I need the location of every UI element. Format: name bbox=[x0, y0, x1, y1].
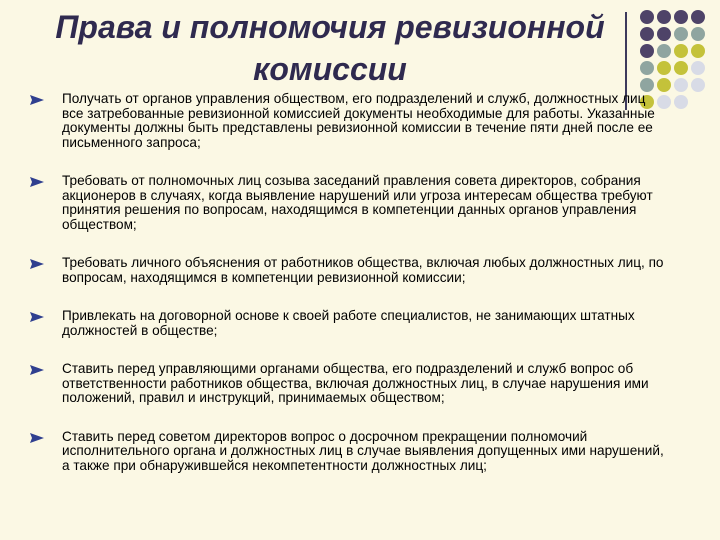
decorative-dot bbox=[674, 61, 688, 75]
list-item bbox=[30, 174, 670, 232]
list-item-text: Требовать от полномочных лиц созыва заседаний правления совета директоров, собрания акционеров в случаях, когда выявление нарушений или угроза интересам общества требуют принятия решения по вопросам, находящимся в компетенции данных органов управления обществом; bbox=[62, 173, 653, 232]
list-item-text: Получать от органов управления обществом, его подразделений и служб, должностных лиц все затребованные ревизионной комиссией документы необходимые для работы. Указанные документы должны быть представлены ревизионной комиссии в течение пяти дней после ее письменного запроса; bbox=[62, 91, 655, 150]
decorative-dot bbox=[657, 78, 671, 92]
decorative-dot bbox=[691, 44, 705, 58]
decorative-dot bbox=[640, 27, 654, 41]
decorative-dot bbox=[657, 44, 671, 58]
bullet-arrow-icon bbox=[30, 94, 46, 106]
list-item-text: Требовать личного объяснения от работников общества, включая любых должностных лиц, по вопросам, находящимся в компетенции ревизионной комиссии; bbox=[62, 255, 664, 285]
decorative-dot bbox=[691, 10, 705, 24]
slide-title bbox=[30, 6, 630, 90]
title-line-1: Права и полномочия ревизионной bbox=[55, 9, 605, 45]
bullet-arrow-icon bbox=[30, 364, 46, 376]
decorative-dot bbox=[674, 44, 688, 58]
decorative-dot bbox=[657, 27, 671, 41]
list-item bbox=[30, 362, 670, 406]
decorative-dot bbox=[691, 61, 705, 75]
decorative-dot bbox=[674, 10, 688, 24]
bullet-arrow-icon bbox=[30, 311, 46, 323]
decorative-dot bbox=[691, 78, 705, 92]
decorative-dot bbox=[674, 95, 688, 109]
decorative-dot bbox=[657, 61, 671, 75]
decorative-dot bbox=[640, 44, 654, 58]
title-line-2: комиссии bbox=[253, 51, 407, 87]
list-item-text: Ставить перед советом директоров вопрос о досрочном прекращении полномочий исполнительного органа и должностных лиц в случае выявления допущенных ими нарушений, а также при обнаружившейся некомпетентности должностных лиц; bbox=[62, 428, 664, 473]
decorative-dot bbox=[640, 10, 654, 24]
decorative-dot bbox=[674, 27, 688, 41]
decorative-dot bbox=[674, 78, 688, 92]
list-item bbox=[30, 309, 670, 338]
list-item bbox=[30, 256, 670, 285]
bullet-arrow-icon bbox=[30, 176, 46, 188]
list-item bbox=[30, 430, 670, 474]
bullet-arrow-icon bbox=[30, 258, 46, 270]
decorative-dot bbox=[640, 78, 654, 92]
decorative-dot bbox=[657, 10, 671, 24]
list-item bbox=[30, 92, 670, 150]
decorative-dot bbox=[691, 27, 705, 41]
rights-list bbox=[30, 92, 670, 473]
decorative-dot bbox=[640, 61, 654, 75]
list-item-text: Привлекать на договорной основе к своей работе специалистов, не занимающих штатных должностей в обществе; bbox=[62, 308, 635, 338]
list-item-text: Ставить перед управляющими органами общества, его подразделений и служб вопрос об ответственности работников общества, включая должностных лиц, в случае нарушения ими положений, правил и инструкций, принимаемых обществом; bbox=[62, 361, 649, 405]
bullet-arrow-icon bbox=[30, 432, 46, 444]
